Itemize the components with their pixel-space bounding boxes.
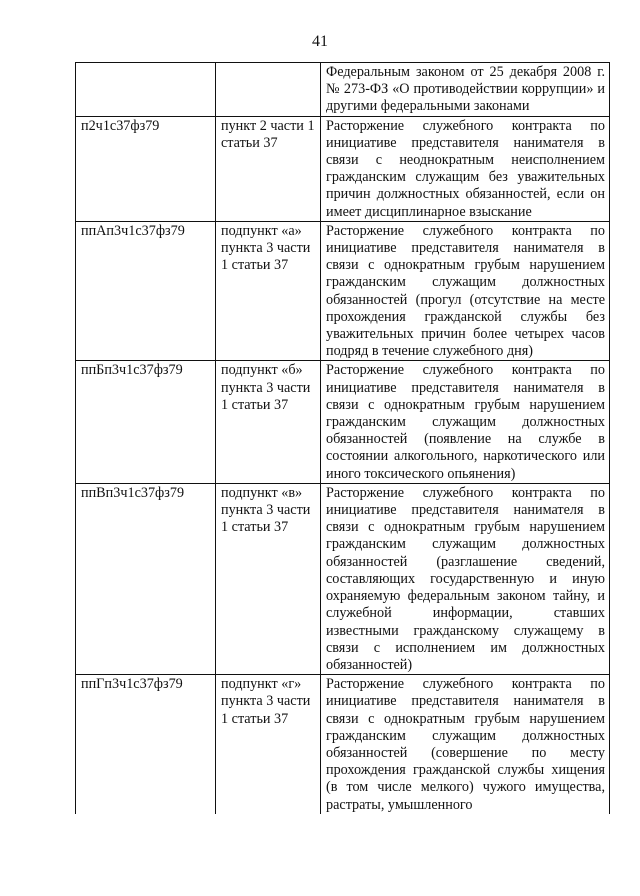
code-cell: ппГп3ч1с37фз79 [76, 675, 216, 814]
article-cell: пункт 2 части 1 статьи 37 [216, 116, 321, 221]
table-row [76, 63, 610, 117]
page-number: 41 [312, 33, 328, 50]
article-cell: подпункт «в» пункта 3 части 1 статьи 37 [216, 483, 321, 674]
description-cell: Федеральным законом от 25 декабря 2008 г. № 273-ФЗ «О противодействии коррупции» и другими федеральными законами [321, 63, 610, 117]
table-row [76, 675, 610, 814]
table-row [76, 116, 610, 221]
code-cell [76, 63, 216, 117]
description-cell: Расторжение служебного контракта по инициативе представителя нанимателя в связи с однократным грубым нарушением гражданским служащим должностных обязанностей (разглашение сведений, составляющих государственную и иную охраняемую федеральным законом тайну, и служебной информации, ставших известными гражданскому служащему в связи с исполнением им должностных обязанностей) [321, 483, 610, 674]
dismissal-codes-table [75, 62, 610, 814]
description-cell: Расторжение служебного контракта по инициативе представителя нанимателя в связи с однократным грубым нарушением гражданским служащим должностных обязанностей (совершение по месту прохождения гражданской службы хищения (в том числе мелкого) чужого имущества, растраты, умышленного [321, 675, 610, 814]
code-cell: п2ч1с37фз79 [76, 116, 216, 221]
article-cell: подпункт «г» пункта 3 части 1 статьи 37 [216, 675, 321, 814]
code-cell: ппАп3ч1с37фз79 [76, 221, 216, 361]
code-cell: ппБп3ч1с37фз79 [76, 361, 216, 483]
article-cell: подпункт «а» пункта 3 части 1 статьи 37 [216, 221, 321, 361]
article-cell [216, 63, 321, 117]
description-cell: Расторжение служебного контракта по инициативе представителя нанимателя в связи с однократным грубым нарушением гражданским служащим должностных обязанностей (появление на службе в состоянии алкогольного, наркотического или иного токсического опьянения) [321, 361, 610, 483]
code-cell: ппВп3ч1с37фз79 [76, 483, 216, 674]
description-cell: Расторжение служебного контракта по инициативе представителя нанимателя в связи с однократным грубым нарушением гражданским служащим должностных обязанностей (прогул (отсутствие на месте прохождения гражданской службы без уважительных причин более четырех часов подряд в течение служебного дня) [321, 221, 610, 361]
table-row [76, 361, 610, 483]
description-cell: Расторжение служебного контракта по инициативе представителя нанимателя в связи с неоднократным неисполнением гражданским служащим без уважительных причин должностных обязанностей, если он имеет дисциплинарное взыскание [321, 116, 610, 221]
article-cell: подпункт «б» пункта 3 части 1 статьи 37 [216, 361, 321, 483]
table-row [76, 221, 610, 361]
table-row [76, 483, 610, 674]
